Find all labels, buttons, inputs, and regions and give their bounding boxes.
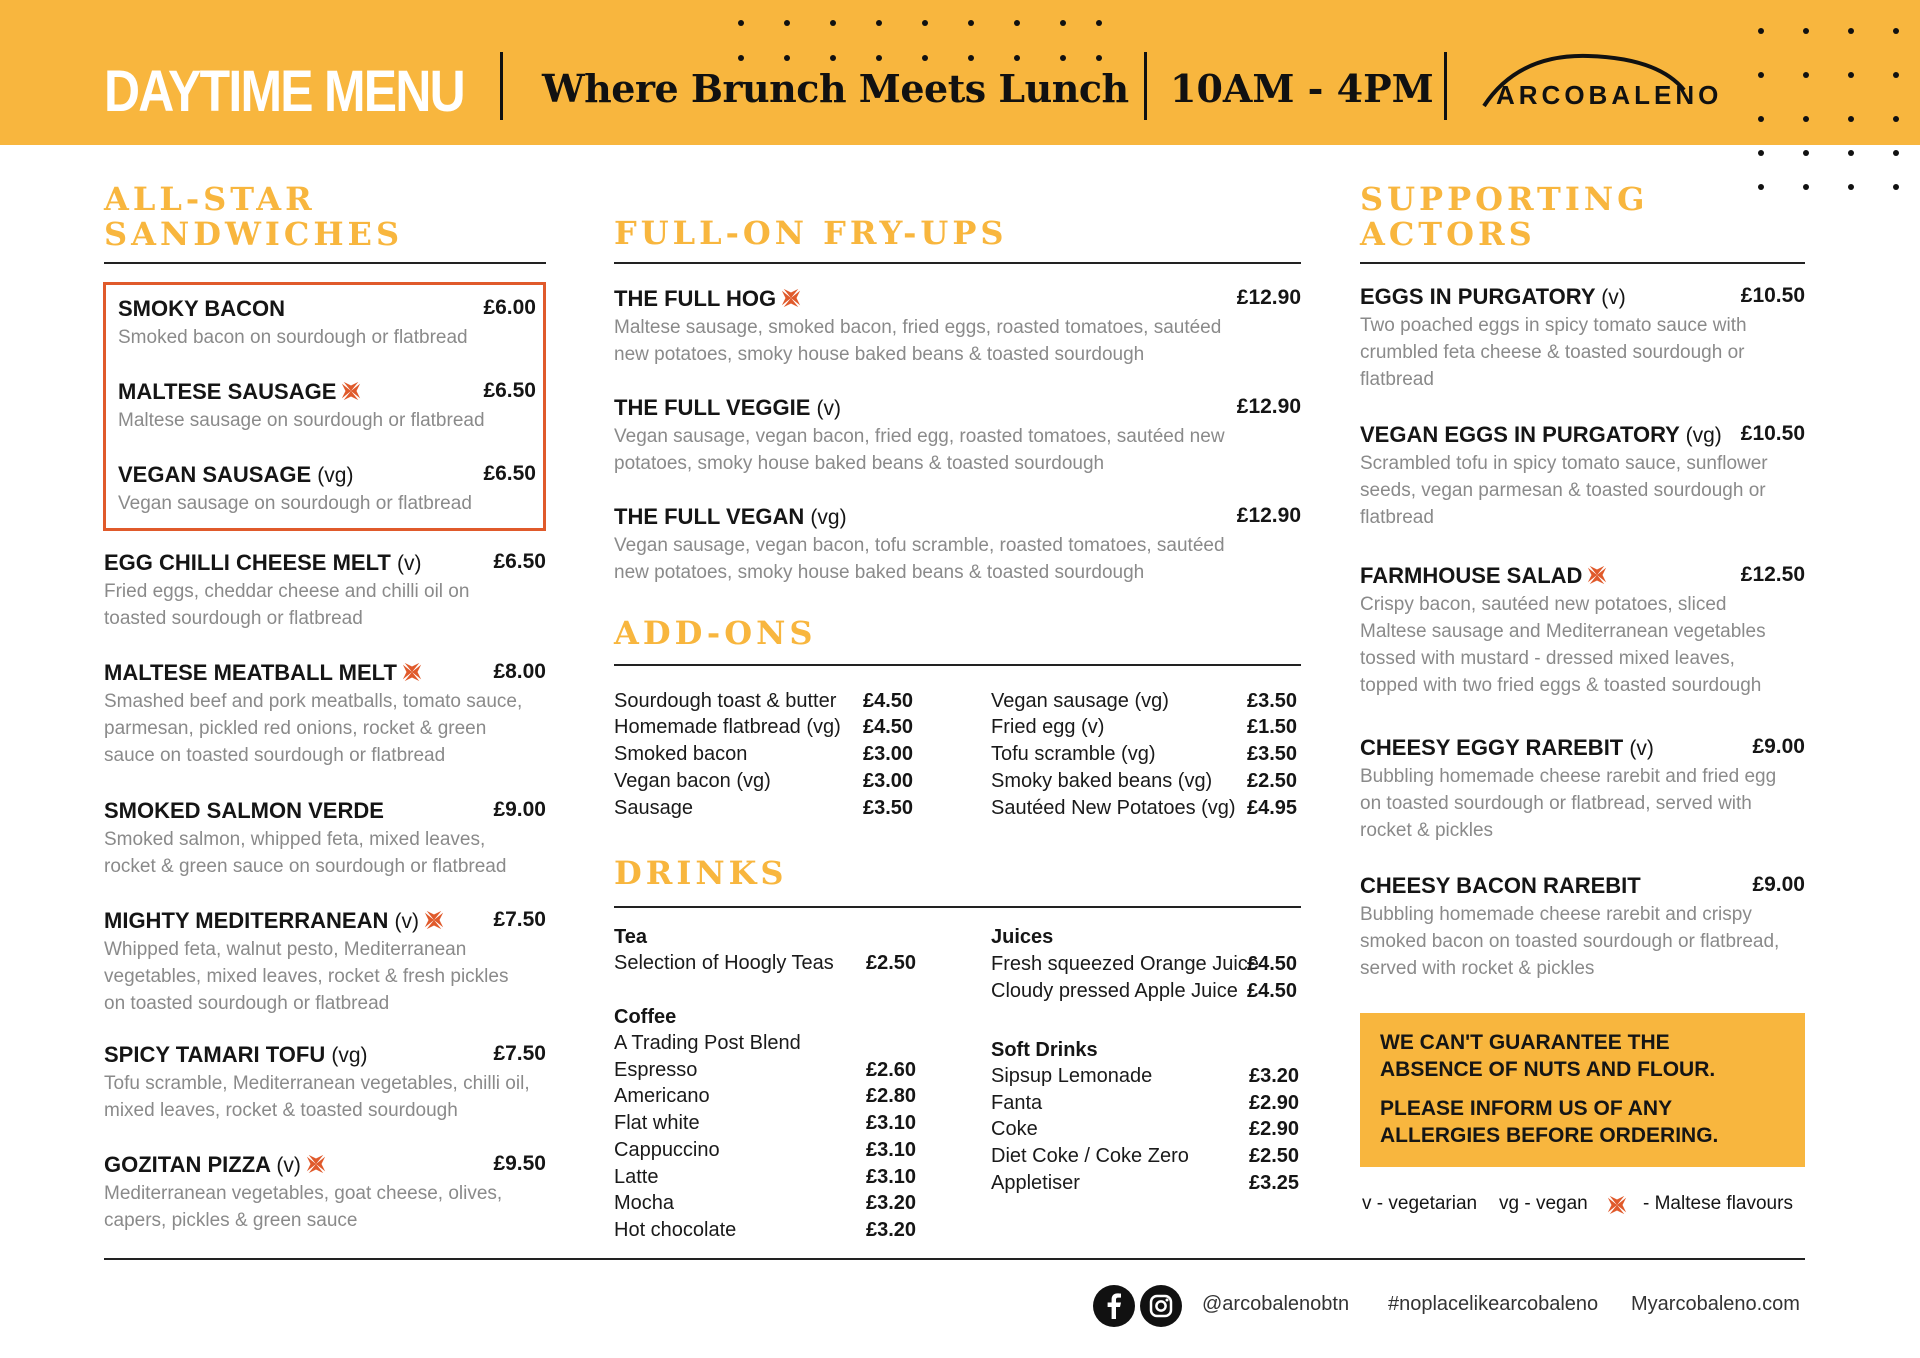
item-name-row	[1360, 422, 1805, 448]
drink-price: £2.50	[1249, 1145, 1300, 1167]
item-name: SMOKED SALMON VERDE	[104, 798, 384, 823]
drink-price: £3.10	[866, 1166, 917, 1188]
drink-name: Hot chocolate	[614, 1219, 737, 1241]
drink-price: £4.50	[1247, 980, 1298, 1002]
item-name: SPICY TAMARI TOFU	[104, 1042, 326, 1067]
social-handle[interactable]: @arcobalenobtn	[1202, 1293, 1350, 1315]
item-name: THE FULL VEGAN	[614, 504, 805, 529]
item-name: MALTESE SAUSAGE	[118, 379, 337, 404]
menu-tagline: Where Brunch Meets Lunch	[542, 66, 1129, 111]
menu-item	[614, 504, 1301, 586]
item-price: £9.00	[1752, 873, 1805, 896]
menu-title: DAYTIME MENU	[104, 59, 464, 124]
addon-price: £3.50	[863, 797, 914, 819]
item-name: MALTESE MEATBALL MELT	[104, 660, 397, 685]
drink-name: Fanta	[991, 1092, 1043, 1114]
addon-name: Vegan bacon (vg)	[614, 770, 771, 792]
menu-item	[104, 1042, 546, 1124]
item-name: CHEESY EGGY RAREBIT	[1360, 735, 1624, 760]
maltese-cross-icon	[423, 909, 445, 931]
drink-name: Espresso	[614, 1059, 698, 1081]
addon-price: £3.50	[1247, 690, 1298, 712]
item-description: Crispy bacon, sautéed new potatoes, sliced Maltese sausage and Mediterranean vegetables tossed with mustard - dressed mixed leaves, topped with two fried eggs & toasted sourdough	[1360, 594, 1766, 696]
drink-category: Tea	[614, 926, 647, 948]
addon-price: £3.50	[1247, 743, 1298, 765]
item-name-row	[104, 1042, 546, 1068]
item-name-row	[118, 379, 536, 405]
item-price: £7.50	[493, 1042, 546, 1065]
item-name-row	[118, 462, 536, 488]
item-description: Bubbling homemade cheese rarebit and fried egg on toasted sourdough or flatbread, served with rocket & pickles	[1360, 766, 1777, 841]
item-name: THE FULL VEGGIE	[614, 395, 811, 420]
menu-item	[118, 462, 536, 517]
item-name-row	[1360, 563, 1805, 589]
item-price: £9.00	[1752, 735, 1805, 758]
drink-category: Soft Drinks	[991, 1039, 1098, 1061]
item-name: SMOKY BACON	[118, 296, 286, 321]
addon-name: Vegan sausage (vg)	[991, 690, 1169, 712]
section-rule	[104, 262, 546, 264]
item-price: £6.00	[483, 296, 536, 319]
diet-tag: (vg)	[317, 464, 354, 487]
drink-name: Flat white	[614, 1112, 700, 1134]
item-price: £6.50	[493, 550, 546, 573]
drink-price: £3.20	[866, 1219, 917, 1241]
diet-tag: (vg)	[810, 506, 847, 529]
item-name-row	[104, 1152, 546, 1178]
item-name-row	[1360, 284, 1805, 310]
item-description: Smashed beef and pork meatballs, tomato sauce, parmesan, pickled red onions, rocket & green sauce on toasted sourdough or flatbread	[104, 691, 523, 766]
item-description: Vegan sausage, vegan bacon, fried egg, roasted tomatoes, sautéed new potatoes, smoky house baked beans & toasted sourdough	[614, 426, 1225, 474]
item-price: £12.50	[1740, 563, 1805, 586]
section-title-supporting: SUPPORTING ACTORS	[1360, 180, 1649, 253]
item-name-row	[118, 296, 536, 322]
item-price: £12.90	[1236, 504, 1301, 527]
addon-price: £1.50	[1247, 716, 1298, 738]
item-name: CHEESY BACON RAREBIT	[1360, 873, 1641, 898]
opening-hours: 10AM - 4PM	[1170, 66, 1434, 111]
drink-category: Juices	[991, 926, 1054, 948]
menu-item	[104, 660, 546, 769]
drink-price: £2.90	[1249, 1118, 1300, 1140]
item-name-row	[614, 395, 1301, 421]
addon-price: £4.50	[863, 690, 914, 712]
item-name-row	[614, 286, 1301, 312]
addon-name: Homemade flatbread (vg)	[614, 716, 841, 738]
item-name: GOZITAN PIZZA	[104, 1152, 271, 1177]
menu-item	[104, 1152, 546, 1234]
item-name-row	[614, 504, 1301, 530]
item-name: VEGAN EGGS IN PURGATORY	[1360, 422, 1680, 447]
drink-price: £3.20	[1249, 1065, 1300, 1087]
drink-name: Fresh squeezed Orange Juice	[991, 953, 1259, 975]
menu-item	[104, 550, 546, 632]
section-title-drinks: DRINKS	[614, 854, 788, 892]
item-name: VEGAN SAUSAGE	[118, 462, 312, 487]
drink-price: £3.20	[866, 1192, 917, 1214]
addon-name: Smoked bacon	[614, 743, 748, 765]
hashtag[interactable]: #noplacelikearcobaleno	[1388, 1293, 1599, 1315]
item-description: Mediterranean vegetables, goat cheese, olives, capers, pickles & green sauce	[104, 1183, 503, 1231]
drink-name: Cloudy pressed Apple Juice	[991, 980, 1238, 1002]
drink-name: Selection of Hoogly Teas	[614, 952, 834, 974]
allergy-text: ABSENCE OF NUTS AND FLOUR.	[1380, 1058, 1716, 1081]
addon-name: Sausage	[614, 797, 693, 819]
item-description: Vegan sausage on sourdough or flatbread	[118, 493, 472, 514]
header-divider	[1144, 52, 1147, 120]
maltese-cross-icon	[401, 661, 423, 683]
facebook-icon[interactable]	[1093, 1285, 1135, 1327]
item-description: Smoked bacon on sourdough or flatbread	[118, 327, 468, 348]
addon-price: £3.00	[863, 770, 914, 792]
item-price: £12.90	[1236, 395, 1301, 418]
maltese-cross-icon	[780, 287, 802, 309]
item-description: Whipped feta, walnut pesto, Mediterranean vegetables, mixed leaves, rocket & fresh pickles on toasted sourdough or flatbread	[104, 939, 509, 1014]
menu-item	[1360, 735, 1805, 844]
item-description: Scrambled tofu in spicy tomato sauce, sunflower seeds, vegan parmesan & toasted sourdough or flatbread	[1360, 453, 1768, 528]
diet-tag: (v)	[394, 910, 420, 933]
maltese-cross-icon	[305, 1153, 327, 1175]
addon-price: £2.50	[1247, 770, 1298, 792]
item-name: THE FULL HOG	[614, 286, 777, 311]
addon-price: £4.50	[863, 716, 914, 738]
diet-tag: (v)	[276, 1154, 301, 1177]
item-name: EGG CHILLI CHEESE MELT	[104, 550, 391, 575]
section-title-fryups: FULL-ON FRY-UPS	[614, 214, 1008, 252]
drink-name: Appletiser	[991, 1172, 1080, 1194]
item-price: £9.50	[493, 1152, 546, 1175]
diet-tag: (vg)	[1685, 424, 1722, 447]
drink-name: Cappuccino	[614, 1139, 720, 1161]
item-name: MIGHTY MEDITERRANEAN	[104, 908, 389, 933]
addon-price: £4.95	[1247, 797, 1298, 819]
item-name-row	[104, 660, 546, 686]
menu-item	[614, 395, 1301, 477]
menu-item	[104, 798, 546, 880]
item-name: EGGS IN PURGATORY	[1360, 284, 1596, 309]
brand-logo	[1478, 50, 1723, 110]
drink-name: Coke	[991, 1118, 1038, 1140]
item-price: £7.50	[493, 908, 546, 931]
item-price: £9.00	[493, 798, 546, 821]
addon-price: £3.00	[863, 743, 914, 765]
allergy-text: PLEASE INFORM US OF ANY	[1380, 1097, 1673, 1120]
website-link[interactable]: Myarcobaleno.com	[1631, 1293, 1800, 1315]
drink-name: Latte	[614, 1166, 659, 1188]
item-price: £12.90	[1236, 286, 1301, 309]
drink-category: Coffee	[614, 1006, 677, 1028]
diet-tag: (v)	[1601, 286, 1626, 309]
allergy-text: ALLERGIES BEFORE ORDERING.	[1380, 1124, 1719, 1147]
diet-tag: (v)	[396, 552, 422, 575]
item-description: Smoked salmon, whipped feta, mixed leaves, rocket & green sauce on sourdough or flatbread	[104, 829, 507, 877]
item-name: FARMHOUSE SALAD	[1360, 563, 1583, 588]
item-description: Maltese sausage on sourdough or flatbread	[118, 410, 485, 431]
section-rule	[614, 664, 1301, 666]
item-description: Maltese sausage, smoked bacon, fried eggs, roasted tomatoes, sautéed new potatoes, smoky house baked beans & toasted sourdough	[614, 317, 1222, 365]
maltese-cross-icon	[1586, 564, 1608, 586]
drink-name: Americano	[614, 1085, 710, 1107]
menu-item	[614, 286, 1301, 368]
drink-price: £2.60	[866, 1059, 917, 1081]
maltese-cross-icon	[1606, 1194, 1628, 1216]
item-description: Tofu scramble, Mediterranean vegetables, chilli oil, mixed leaves, rocket & toasted sourdough	[104, 1073, 530, 1121]
item-description: Two poached eggs in spicy tomato sauce with crumbled feta cheese & toasted sourdough or flatbread	[1360, 315, 1747, 390]
drink-price: £4.50	[1247, 953, 1298, 975]
menu-item	[1360, 563, 1805, 699]
legend-vegetarian: v - vegetarian	[1362, 1193, 1478, 1214]
legend-vegan: vg - vegan	[1499, 1193, 1588, 1214]
item-price: £6.50	[483, 379, 536, 402]
brand-name: ARCOBALENO	[1496, 80, 1723, 110]
drink-price: £2.50	[866, 952, 917, 974]
item-name-row	[104, 550, 546, 576]
header-divider	[500, 52, 503, 120]
item-name-row	[104, 908, 546, 934]
item-price: £10.50	[1740, 284, 1805, 307]
item-price: £6.50	[483, 462, 536, 485]
diet-tag: (vg)	[331, 1044, 368, 1067]
item-description: Bubbling homemade cheese rarebit and crispy smoked bacon on toasted sourdough or flatbread, served with rocket & pickles	[1360, 904, 1780, 979]
item-price: £8.00	[493, 660, 546, 683]
item-name-row	[1360, 735, 1805, 761]
diet-tag: (v)	[816, 397, 842, 420]
menu-item	[118, 379, 536, 434]
drink-name: Mocha	[614, 1192, 675, 1214]
drink-price: £2.80	[866, 1085, 917, 1107]
allergy-text: WE CAN'T GUARANTEE THE	[1380, 1031, 1670, 1054]
footer-rule	[104, 1258, 1805, 1260]
item-description: Vegan sausage, vegan bacon, tofu scramble, roasted tomatoes, sautéed new potatoes, smoky house baked beans & toasted sourdough	[614, 535, 1225, 583]
header-divider	[1444, 52, 1447, 120]
item-name-row	[104, 798, 546, 824]
item-price: £10.50	[1740, 422, 1805, 445]
section-rule	[1360, 262, 1805, 264]
addon-name: Fried egg (v)	[991, 716, 1105, 738]
drink-subtitle: A Trading Post Blend	[614, 1032, 801, 1054]
section-rule	[614, 262, 1301, 264]
menu-item	[1360, 284, 1805, 393]
menu-item	[1360, 873, 1805, 982]
section-title-addons: ADD-ONS	[614, 614, 817, 652]
drink-price: £3.25	[1249, 1172, 1300, 1194]
addon-name: Sautéed New Potatoes (vg)	[991, 797, 1236, 819]
menu-item	[104, 908, 546, 1017]
drink-name: Sipsup Lemonade	[991, 1065, 1153, 1087]
maltese-cross-icon	[340, 380, 362, 402]
drink-price: £3.10	[866, 1139, 917, 1161]
drink-name: Diet Coke / Coke Zero	[991, 1145, 1189, 1167]
drink-price: £2.90	[1249, 1092, 1300, 1114]
addon-name: Sourdough toast & butter	[614, 690, 837, 712]
section-title-sandwiches: ALL-STAR SANDWICHES	[104, 180, 404, 253]
item-description: Fried eggs, cheddar cheese and chilli oil on toasted sourdough or flatbread	[104, 581, 470, 629]
legend-maltese: - Maltese flavours	[1643, 1193, 1793, 1214]
allergy-notice	[1360, 1013, 1805, 1167]
menu-item	[1360, 422, 1805, 531]
menu-item	[118, 296, 536, 351]
instagram-icon[interactable]	[1140, 1285, 1182, 1327]
section-rule	[614, 906, 1301, 908]
addon-name: Smoky baked beans (vg)	[991, 770, 1213, 792]
item-name-row	[1360, 873, 1805, 899]
diet-tag: (v)	[1629, 737, 1654, 760]
addon-name: Tofu scramble (vg)	[991, 743, 1156, 765]
header-band	[0, 0, 1920, 145]
drink-price: £3.10	[866, 1112, 917, 1134]
